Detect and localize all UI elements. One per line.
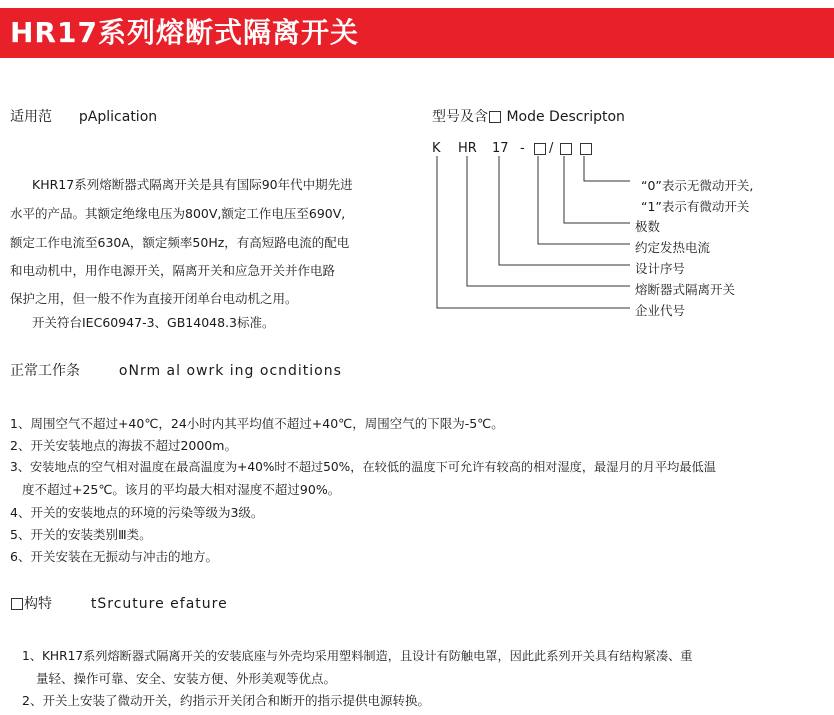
model-label-company: 企业代号 [635,303,686,318]
application-line-1: KHR17系列熔断器式隔离开关是具有国际90年代中期先进 [32,177,353,192]
model-label-fuse: 熔断器式隔离开关 [635,282,736,297]
structure-item-1-cont: 量轻、操作可靠、安全、安装方便、外形美观等优点。 [36,671,337,686]
model-label-current: 约定发热电流 [635,240,711,255]
missing-glyph-box-icon [11,598,23,610]
model-part-dash: - [520,141,525,156]
application-line-5: 保护之用，但一般不作为直接开闭单台电动机之用。 [10,291,298,306]
conditions-heading [10,360,342,380]
conditions-heading-cn: 正常工作条 [10,363,80,379]
condition-item-3: 3、安装地点的空气相对温度在最高温度为+40%时不超过50%，在较低的温度下可允许有较高的相对湿度，最湿月的月平均最低温 [10,460,716,474]
conditions-heading-en: oNrm al owrk ing ocnditions [118,363,342,379]
model-label-1: “1”表示有微动开关 [641,199,750,214]
application-line-4: 和电动机中，用作电源开关，隔离开关和应急开关并作电路 [10,263,336,278]
application-heading-en: pAplication [78,109,158,125]
structure-heading-en: tSrcuture efature [90,596,228,612]
model-part-hr: HR [458,141,477,156]
application-line-6: 开关符台IEC60947-3、GB14048.3标准。 [32,315,275,330]
model-part-17: 17 [492,141,509,156]
structure-heading [10,593,228,613]
condition-item-2: 2、开关安装地点的海拔不超过2000m。 [10,438,237,453]
condition-item-1: 1、周围空气不超过+40℃，24小时内其平均值不超过+40℃，周围空气的下限为-5℃。 [10,416,504,431]
application-heading-cn: 适用范 [10,109,52,125]
model-heading-en: Mode Descripton [506,109,625,125]
model-label-0: “0”表示无微动开关, [641,178,754,193]
model-part-k: K [432,141,441,156]
leader-line-fuse-switch [467,156,630,286]
application-line-3: 额定工作电流至630A，额定频率50Hz，有高短路电流的配电 [10,235,350,250]
model-heading-cn: 型号及含 [432,109,488,125]
condition-item-6: 6、开关安装在无振动与冲击的地方。 [10,549,218,564]
condition-item-5: 5、开关的安装类别Ⅲ类。 [10,527,152,542]
model-label-design: 设计序号 [635,261,686,276]
leader-line-company [437,156,630,308]
page-title: HR17系列熔断式隔离开关 [10,16,359,49]
leader-line-poles [564,156,630,223]
model-label-poles: 极数 [635,219,661,234]
condition-item-3-cont: 度不超过+25℃。该月的平均最大相对湿度不超过90%。 [22,482,341,497]
leader-line-microswitch [584,156,630,181]
structure-item-2: 2、开关上安装了微动开关，约指示开关闭合和断开的指示提供电源转换。 [22,693,430,708]
structure-item-1: 1、KHR17系列熔断器式隔离开关的安装底座与外壳均采用塑料制造，且设计有防触电罩，因此此系列开关具有结构紧凑、重 [22,649,693,663]
condition-item-4: 4、开关的安装地点的环境的污染等级为3级。 [10,505,264,520]
structure-heading-cn: 构特 [24,596,52,612]
model-part-slash: / [549,141,554,156]
application-line-2: 水平的产品。其额定绝缘电压为800V,额定工作电压至690V, [10,206,346,221]
